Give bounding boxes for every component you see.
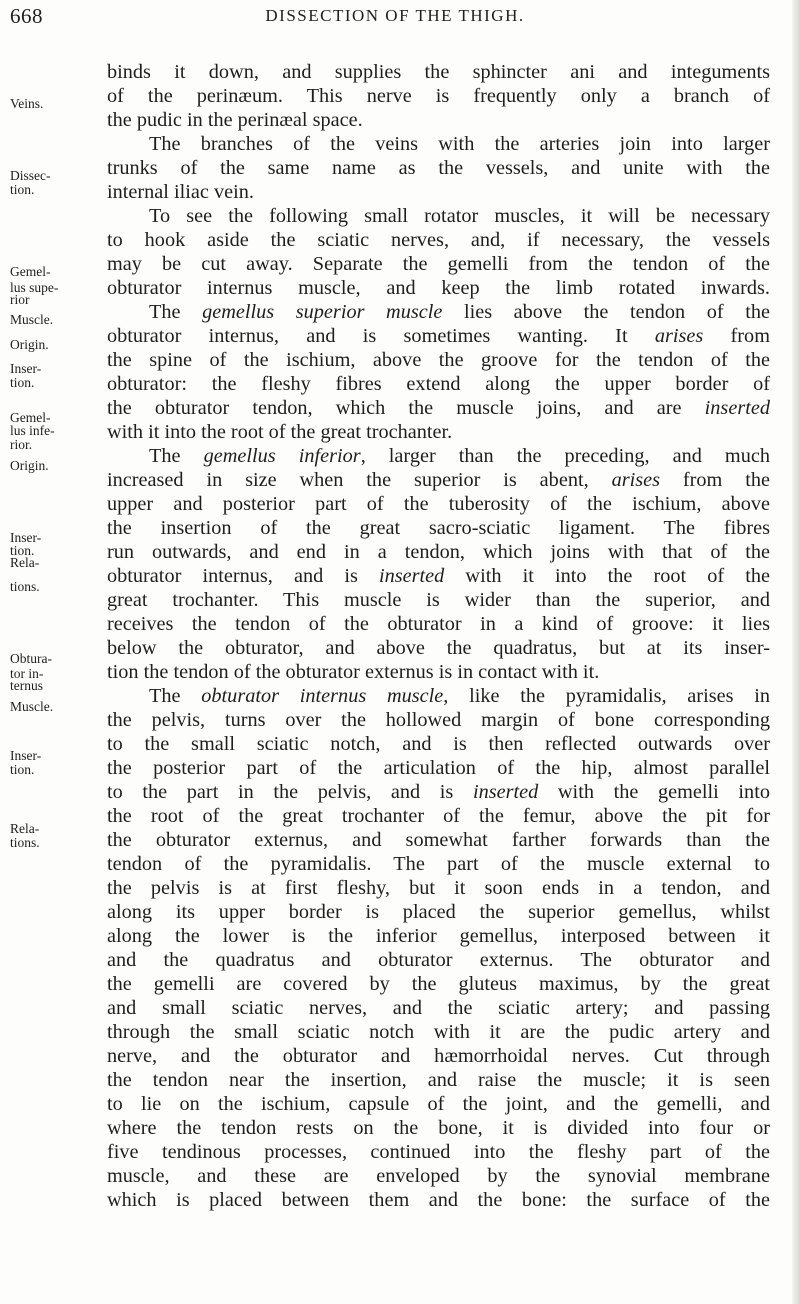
text-line: obturator internus muscle, and keep the limb rotated inwards.: [107, 277, 770, 299]
text-line: the insertion of the great sacro-sciatic ligament. The fibres: [107, 517, 770, 539]
text-line: through the small sciatic notch with it are the pudic artery and: [107, 1021, 770, 1043]
text-run: , like the pyramidalis, arises in: [443, 685, 770, 707]
page-edge-shadow: [792, 0, 800, 1304]
italic-term: arises: [654, 325, 704, 347]
text-line: trunks of the same name as the vessels, and unite with the: [107, 157, 770, 179]
margin-note-gemellus-inferior: Gemel-: [10, 410, 51, 425]
margin-note-gemellus-superior-2: lus supe-: [10, 280, 59, 295]
text-run: The: [149, 301, 181, 323]
margin-note-gemellus-inferior-3: rior.: [10, 437, 33, 452]
text-line: of the perinæum. This nerve is frequently only a branch of: [107, 85, 770, 107]
text-line: to the small sciatic notch, and is then reflected outwards over: [107, 733, 770, 755]
text-line: [107, 324, 770, 348]
margin-note-dissection-cont: tion.: [10, 182, 35, 197]
text-line: where the tendon rests on the bone, it is divided into four or: [107, 1117, 770, 1139]
text-line: and the quadratus and obturator externus. The obturator and: [107, 949, 770, 971]
page-header: [10, 4, 780, 32]
text-line: the pelvis, turns over the hollowed margin of bone corresponding: [107, 709, 770, 731]
margin-note-origin: Origin.: [10, 337, 49, 352]
text-run: obturator internus, and is sometimes wanting. It: [107, 325, 628, 347]
italic-term: gemellus inferior: [203, 445, 361, 467]
running-head: DISSECTION OF THE THIGH.: [265, 6, 525, 25]
text-run: increased in size when the superior is abent,: [107, 469, 589, 491]
text-line: which is placed between them and the bone: the surface of the: [107, 1189, 770, 1211]
margin-note-insertion-2-cont: tion.: [10, 543, 35, 558]
text-line: To see the following small rotator muscles, it will be necessary: [149, 205, 770, 227]
margin-note-veins: Veins.: [10, 96, 44, 111]
text-line: great trochanter. This muscle is wider than the superior, and: [107, 589, 770, 611]
text-run: The: [149, 445, 181, 467]
margin-note-relations-2-cont: tions.: [10, 835, 40, 850]
text-run: The: [149, 685, 181, 707]
text-line: the root of the great trochanter of the femur, above the pit for: [107, 805, 770, 827]
margin-note-insertion: Inser-: [10, 361, 42, 376]
text-line: the pelvis is at first fleshy, but it soon ends in a tendon, and: [107, 877, 770, 899]
margin-note-insertion-2: Inser-: [10, 530, 42, 545]
text-line: obturator: the fleshy fibres extend along the upper border of: [107, 373, 770, 395]
text-line: the gemelli are covered by the gluteus maximus, by the great: [107, 973, 770, 995]
italic-term: arises: [611, 469, 661, 491]
text-line: the obturator externus, and somewhat farther forwards than the: [107, 829, 770, 851]
margin-note-insertion-cont: tion.: [10, 375, 35, 390]
text-run: , larger than the preceding, and much: [360, 445, 770, 467]
text-run: obturator internus, and is: [107, 565, 358, 587]
text-line: the tendon near the insertion, and raise the muscle; it is seen: [107, 1069, 770, 1091]
italic-term: muscle: [386, 301, 443, 323]
page-number: 668: [10, 4, 43, 28]
text-line: five tendinous processes, continued into the fleshy part of the: [107, 1141, 770, 1163]
margin-note-muscle: Muscle.: [10, 312, 54, 327]
text-line-gemellus-inferior: [149, 444, 770, 468]
text-line: muscle, and these are enveloped by the synovial membrane: [107, 1165, 770, 1187]
margin-note-muscle-2: Muscle.: [10, 699, 54, 714]
text-run: with the gemelli into: [557, 781, 770, 803]
text-line: [107, 396, 770, 420]
italic-term: inserted: [472, 781, 539, 803]
text-line: [107, 780, 770, 804]
text-run: to the part in the pelvis, and is: [107, 781, 454, 803]
text-line: run outwards, and end in a tendon, which joins with that of the: [107, 541, 770, 563]
text-line: internal iliac vein.: [107, 181, 254, 203]
margin-note-insertion-3: Inser-: [10, 748, 42, 763]
margin-note-obturator: Obtura-: [10, 651, 52, 666]
margin-note-gemellus-inferior-2: lus infe-: [10, 423, 55, 438]
margin-note-obturator-2: tor in-: [10, 666, 44, 681]
text-line: to hook aside the sciatic nerves, and, if necessary, the vessels: [107, 229, 770, 251]
text-run: from: [730, 325, 770, 347]
margin-note-relations-cont: tions.: [10, 579, 40, 594]
margin-note-obturator-3: ternus: [10, 678, 43, 693]
text-line: below the obturator, and above the quadratus, but at its inser-: [107, 637, 770, 659]
italic-term: obturator internus muscle: [201, 685, 444, 707]
text-line: [107, 468, 770, 492]
text-line: the posterior part of the articulation of the hip, almost parallel: [107, 757, 770, 779]
text-line: tendon of the pyramidalis. The part of the muscle external to: [107, 853, 770, 875]
text-line-obturator-internus: [149, 684, 770, 708]
margin-note-dissection: Dissec-: [10, 168, 51, 183]
text-line: nerve, and the obturator and hæmorrhoidal nerves. Cut through: [107, 1045, 770, 1067]
text-line: [107, 564, 770, 588]
margin-note-relations: Rela-: [10, 555, 40, 570]
margin-note-gemellus-superior-3: rior: [10, 292, 30, 307]
margin-note-insertion-3-cont: tion.: [10, 762, 35, 777]
text-line: upper and posterior part of the tuberosity of the ischium, above: [107, 493, 770, 515]
text-line: to lie on the ischium, capsule of the joint, and the gemelli, and: [107, 1093, 770, 1115]
text-line: with it into the root of the great trochanter.: [107, 421, 453, 443]
italic-term: gemellus superior: [202, 301, 365, 323]
text-run: from the: [682, 469, 770, 491]
text-run: the obturator tendon, which the muscle joins, and are: [107, 397, 682, 419]
text-line: may be cut away. Separate the gemelli from the tendon of the: [107, 253, 770, 275]
text-line: and small sciatic nerves, and the sciatic artery; and passing: [107, 997, 770, 1019]
italic-term: inserted: [378, 565, 445, 587]
text-line: the spine of the ischium, above the groove for the tendon of the: [107, 349, 770, 371]
margin-note-origin-2: Origin.: [10, 458, 49, 473]
text-line: along the lower is the inferior gemellus, interposed between it: [107, 925, 770, 947]
text-line: The branches of the veins with the arteries join into larger: [149, 133, 770, 155]
text-line: tion the tendon of the obturator externus is in contact with it.: [107, 661, 600, 683]
text-line: the pudic in the perinæal space.: [107, 109, 363, 131]
text-line: binds it down, and supplies the sphincter ani and integuments: [107, 61, 770, 83]
text-run: with it into the root of the: [465, 565, 771, 587]
margin-note-gemellus-superior: Gemel-: [10, 264, 51, 279]
text-line: receives the tendon of the obturator in a kind of groove: it lies: [107, 613, 770, 635]
italic-term: inserted: [704, 397, 770, 419]
text-run: lies above the tendon of the: [463, 301, 770, 323]
text-line: along its upper border is placed the superior gemellus, whilst: [107, 901, 770, 923]
text-line-gemellus-superior: [149, 300, 770, 324]
margin-note-relations-2: Rela-: [10, 821, 40, 836]
